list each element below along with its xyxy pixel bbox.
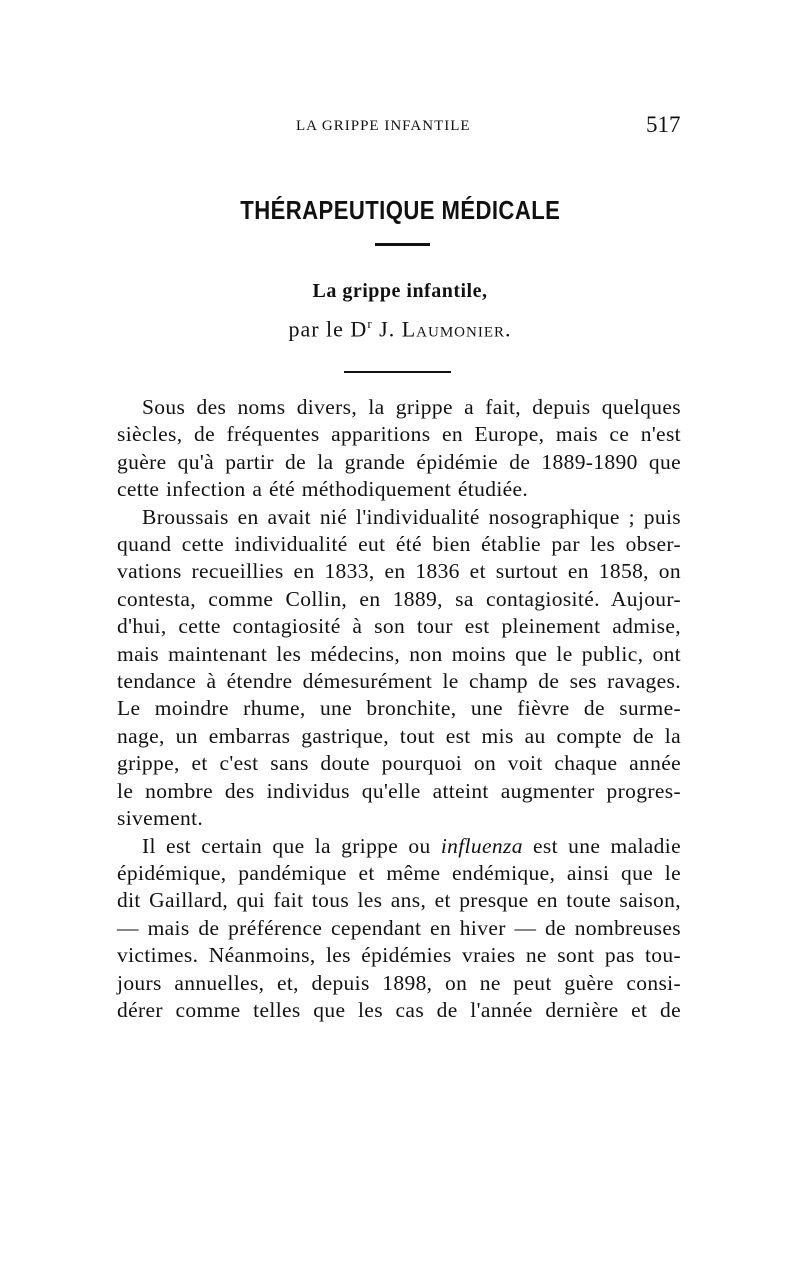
byline-surname: Laumonier. (401, 316, 512, 342)
text-line: mais maintenant les médecins, non moins que le public, ont (117, 641, 681, 666)
text-line: Sous des noms divers, la grippe a fait, depuis quelques (142, 395, 681, 419)
section-title: THÉRAPEUTIQUE MÉDICALE (240, 195, 561, 225)
running-title: LA GRIPPE INFANTILE (296, 118, 471, 134)
text-line: siècles, de fréquentes apparitions en Europe, mais ce n'est (117, 422, 681, 447)
running-head (0, 112, 800, 140)
text-line (117, 833, 681, 860)
byline (0, 316, 800, 342)
text-line: cette infection a été méthodiquement étudiée. (117, 477, 529, 502)
text-line: le nombre des individus qu'elle atteint augmenter progres- (117, 778, 681, 803)
text-line: victimes. Néanmoins, les épidémies vraies ne sont pas tou- (117, 943, 681, 968)
text-line: vations recueillies en 1833, en 1836 et surtout en 1858, on (117, 559, 681, 584)
text-line: quand cette individualité eut été bien établie par les obser- (117, 532, 681, 557)
text-line: dérer comme telles que les cas de l'année dernière et de (117, 997, 681, 1022)
byline-initial: J. (372, 316, 402, 342)
italic-term: influenza (440, 833, 523, 858)
article-title: La grippe infantile, (312, 280, 488, 302)
text-line: nage, un embarras gastrique, tout est mis au compte de la (117, 723, 681, 748)
text-line: Broussais en avait nié l'individualité nosographique ; puis (142, 504, 681, 529)
text-segment: Il est certain que la grippe ou (142, 833, 441, 858)
page-number: 517 (646, 112, 681, 137)
text-line: tendance à étendre démesurément le champ de ses ravages. (117, 669, 681, 694)
byline-sup: r (367, 316, 373, 331)
text-line: grippe, et c'est sans doute pourquoi on voit chaque année (117, 751, 681, 776)
byline-rule (344, 371, 451, 373)
text-line: épidémique, pandémique et même endémique, ainsi que le (117, 860, 681, 885)
title-rule (375, 243, 430, 246)
text-line: contesta, comme Collin, en 1889, sa contagiosité. Aujour- (117, 586, 681, 611)
text-line: jours annuelles, et, depuis 1898, on ne peut guère consi- (117, 970, 681, 995)
text-line: — mais de préférence cependant en hiver — de nombreuses (117, 915, 681, 940)
byline-prefix: par le D (288, 316, 368, 342)
text-segment: est une maladie (522, 833, 681, 858)
text-line: sivement. (117, 806, 204, 831)
text-line: d'hui, cette contagiosité à son tour est pleinement admise, (117, 614, 681, 639)
text-line: guère qu'à partir de la grande épidémie de 1889-1890 que (117, 449, 681, 474)
text-line: dit Gaillard, qui fait tous les ans, et presque en toute saison, (117, 888, 681, 913)
text-line: Le moindre rhume, une bronchite, une fièvre de surme- (117, 696, 681, 721)
body-text (117, 394, 681, 1024)
